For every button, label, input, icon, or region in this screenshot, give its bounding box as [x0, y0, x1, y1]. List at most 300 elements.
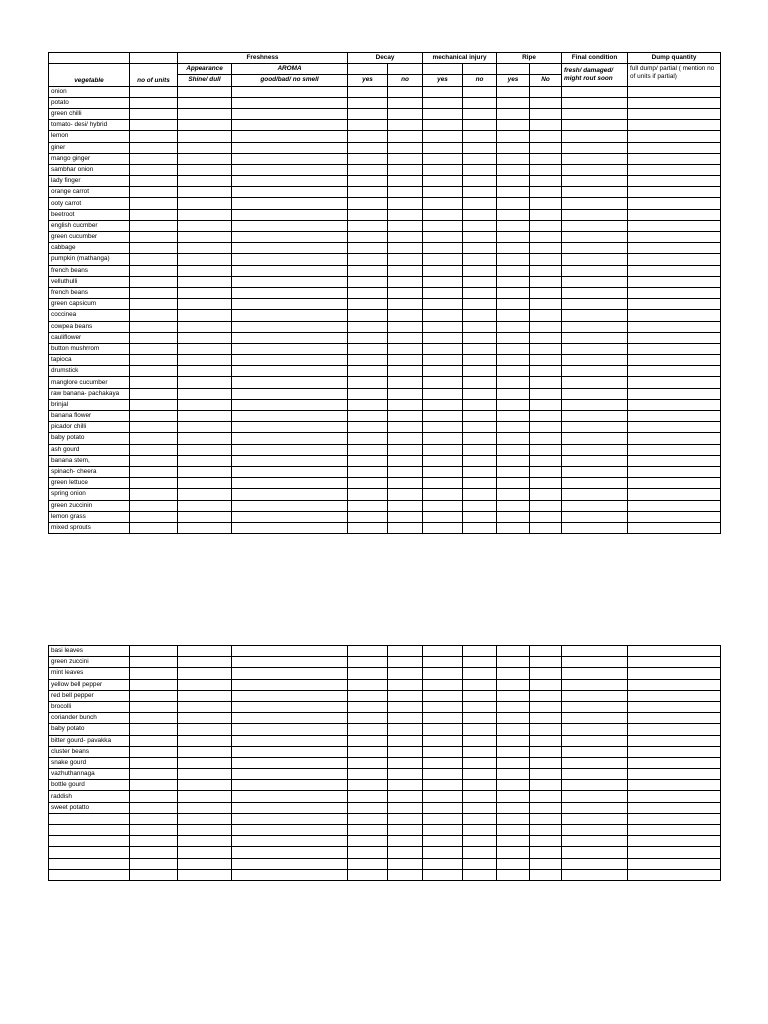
entry-cell[interactable]: [178, 433, 232, 444]
entry-cell[interactable]: [497, 433, 530, 444]
entry-cell[interactable]: [628, 455, 721, 466]
entry-cell[interactable]: [628, 97, 721, 108]
entry-cell[interactable]: [530, 399, 562, 410]
entry-cell[interactable]: [530, 411, 562, 422]
entry-cell[interactable]: [130, 701, 178, 712]
entry-cell[interactable]: [530, 299, 562, 310]
entry-cell[interactable]: [130, 299, 178, 310]
entry-cell[interactable]: [628, 466, 721, 477]
entry-cell[interactable]: [463, 220, 497, 231]
entry-cell[interactable]: [497, 813, 530, 824]
entry-cell[interactable]: [178, 780, 232, 791]
entry-cell[interactable]: [130, 232, 178, 243]
entry-cell[interactable]: [388, 254, 423, 265]
entry-cell[interactable]: [497, 735, 530, 746]
entry-cell[interactable]: [628, 232, 721, 243]
entry-cell[interactable]: [178, 791, 232, 802]
entry-cell[interactable]: [348, 164, 388, 175]
entry-cell[interactable]: [178, 108, 232, 119]
entry-cell[interactable]: [388, 500, 423, 511]
entry-cell[interactable]: [530, 478, 562, 489]
entry-cell[interactable]: [628, 176, 721, 187]
entry-cell[interactable]: [628, 791, 721, 802]
entry-cell[interactable]: [423, 791, 463, 802]
entry-cell[interactable]: [178, 735, 232, 746]
entry-cell[interactable]: [530, 724, 562, 735]
entry-cell[interactable]: [423, 836, 463, 847]
entry-cell[interactable]: [530, 646, 562, 657]
entry-cell[interactable]: [423, 690, 463, 701]
entry-cell[interactable]: [130, 209, 178, 220]
entry-cell[interactable]: [562, 142, 628, 153]
entry-cell[interactable]: [423, 243, 463, 254]
entry-cell[interactable]: [530, 836, 562, 847]
entry-cell[interactable]: [628, 646, 721, 657]
entry-cell[interactable]: [497, 388, 530, 399]
entry-cell[interactable]: [562, 780, 628, 791]
entry-cell[interactable]: [562, 746, 628, 757]
entry-cell[interactable]: [388, 153, 423, 164]
entry-cell[interactable]: [628, 299, 721, 310]
entry-cell[interactable]: [463, 825, 497, 836]
entry-cell[interactable]: [130, 411, 178, 422]
entry-cell[interactable]: [463, 232, 497, 243]
entry-cell[interactable]: [530, 500, 562, 511]
entry-cell[interactable]: [348, 668, 388, 679]
entry-cell[interactable]: [497, 187, 530, 198]
entry-cell[interactable]: [628, 198, 721, 209]
entry-cell[interactable]: [130, 310, 178, 321]
entry-cell[interactable]: [178, 232, 232, 243]
entry-cell[interactable]: [423, 276, 463, 287]
entry-cell[interactable]: [178, 836, 232, 847]
entry-cell[interactable]: [628, 769, 721, 780]
entry-cell[interactable]: [530, 265, 562, 276]
entry-cell[interactable]: [562, 176, 628, 187]
entry-cell[interactable]: [423, 489, 463, 500]
entry-cell[interactable]: [178, 668, 232, 679]
entry-cell[interactable]: [530, 422, 562, 433]
entry-cell[interactable]: [497, 489, 530, 500]
entry-cell[interactable]: [530, 243, 562, 254]
entry-cell[interactable]: [232, 455, 348, 466]
entry-cell[interactable]: [232, 657, 348, 668]
entry-cell[interactable]: [562, 869, 628, 880]
entry-cell[interactable]: [178, 321, 232, 332]
entry-cell[interactable]: [388, 366, 423, 377]
entry-cell[interactable]: [497, 746, 530, 757]
entry-cell[interactable]: [530, 802, 562, 813]
entry-cell[interactable]: [348, 287, 388, 298]
entry-cell[interactable]: [530, 321, 562, 332]
entry-cell[interactable]: [497, 321, 530, 332]
entry-cell[interactable]: [388, 746, 423, 757]
entry-cell[interactable]: [530, 176, 562, 187]
entry-cell[interactable]: [497, 780, 530, 791]
entry-cell[interactable]: [423, 120, 463, 131]
entry-cell[interactable]: [423, 198, 463, 209]
entry-cell[interactable]: [497, 847, 530, 858]
entry-cell[interactable]: [348, 220, 388, 231]
entry-cell[interactable]: [178, 355, 232, 366]
entry-cell[interactable]: [562, 120, 628, 131]
entry-cell[interactable]: [628, 243, 721, 254]
entry-cell[interactable]: [232, 108, 348, 119]
entry-cell[interactable]: [130, 422, 178, 433]
entry-cell[interactable]: [530, 668, 562, 679]
entry-cell[interactable]: [388, 299, 423, 310]
entry-cell[interactable]: [348, 522, 388, 533]
entry-cell[interactable]: [232, 321, 348, 332]
entry-cell[interactable]: [232, 690, 348, 701]
entry-cell[interactable]: [497, 176, 530, 187]
entry-cell[interactable]: [562, 164, 628, 175]
entry-cell[interactable]: [628, 131, 721, 142]
entry-cell[interactable]: [423, 209, 463, 220]
entry-cell[interactable]: [562, 522, 628, 533]
entry-cell[interactable]: [628, 825, 721, 836]
entry-cell[interactable]: [130, 131, 178, 142]
entry-cell[interactable]: [178, 746, 232, 757]
entry-cell[interactable]: [562, 377, 628, 388]
entry-cell[interactable]: [628, 343, 721, 354]
entry-cell[interactable]: [388, 478, 423, 489]
entry-cell[interactable]: [130, 813, 178, 824]
entry-cell[interactable]: [562, 735, 628, 746]
entry-cell[interactable]: [348, 858, 388, 869]
entry-cell[interactable]: [130, 243, 178, 254]
entry-cell[interactable]: [628, 276, 721, 287]
entry-cell[interactable]: [463, 444, 497, 455]
entry-cell[interactable]: [232, 433, 348, 444]
entry-cell[interactable]: [628, 355, 721, 366]
entry-cell[interactable]: [423, 108, 463, 119]
entry-cell[interactable]: [388, 433, 423, 444]
entry-cell[interactable]: [463, 187, 497, 198]
entry-cell[interactable]: [423, 478, 463, 489]
entry-cell[interactable]: [423, 366, 463, 377]
entry-cell[interactable]: [530, 746, 562, 757]
entry-cell[interactable]: [130, 668, 178, 679]
entry-cell[interactable]: [348, 108, 388, 119]
entry-cell[interactable]: [423, 332, 463, 343]
entry-cell[interactable]: [562, 131, 628, 142]
entry-cell[interactable]: [562, 366, 628, 377]
entry-cell[interactable]: [388, 377, 423, 388]
entry-cell[interactable]: [178, 757, 232, 768]
entry-cell[interactable]: [232, 310, 348, 321]
entry-cell[interactable]: [463, 287, 497, 298]
entry-cell[interactable]: [178, 131, 232, 142]
entry-cell[interactable]: [423, 780, 463, 791]
entry-cell[interactable]: [628, 847, 721, 858]
entry-cell[interactable]: [497, 657, 530, 668]
entry-cell[interactable]: [463, 321, 497, 332]
entry-cell[interactable]: [530, 713, 562, 724]
entry-cell[interactable]: [388, 343, 423, 354]
entry-cell[interactable]: [232, 411, 348, 422]
entry-cell[interactable]: [232, 399, 348, 410]
entry-cell[interactable]: [348, 466, 388, 477]
entry-cell[interactable]: [463, 310, 497, 321]
entry-cell[interactable]: [388, 187, 423, 198]
entry-cell[interactable]: [232, 153, 348, 164]
entry-cell[interactable]: [497, 299, 530, 310]
entry-cell[interactable]: [178, 478, 232, 489]
entry-cell[interactable]: [628, 746, 721, 757]
entry-cell[interactable]: [178, 411, 232, 422]
entry-cell[interactable]: [628, 657, 721, 668]
entry-cell[interactable]: [463, 735, 497, 746]
entry-cell[interactable]: [423, 153, 463, 164]
entry-cell[interactable]: [388, 869, 423, 880]
entry-cell[interactable]: [178, 713, 232, 724]
entry-cell[interactable]: [130, 355, 178, 366]
entry-cell[interactable]: [423, 858, 463, 869]
entry-cell[interactable]: [530, 433, 562, 444]
entry-cell[interactable]: [628, 142, 721, 153]
entry-cell[interactable]: [423, 713, 463, 724]
entry-cell[interactable]: [130, 869, 178, 880]
entry-cell[interactable]: [130, 377, 178, 388]
entry-cell[interactable]: [530, 332, 562, 343]
entry-cell[interactable]: [497, 209, 530, 220]
entry-cell[interactable]: [497, 668, 530, 679]
entry-cell[interactable]: [388, 646, 423, 657]
entry-cell[interactable]: [628, 724, 721, 735]
entry-cell[interactable]: [530, 310, 562, 321]
entry-cell[interactable]: [423, 388, 463, 399]
entry-cell[interactable]: [497, 332, 530, 343]
entry-cell[interactable]: [178, 187, 232, 198]
entry-cell[interactable]: [423, 869, 463, 880]
entry-cell[interactable]: [178, 97, 232, 108]
entry-cell[interactable]: [388, 310, 423, 321]
entry-cell[interactable]: [232, 220, 348, 231]
entry-cell[interactable]: [348, 701, 388, 712]
entry-cell[interactable]: [530, 377, 562, 388]
entry-cell[interactable]: [130, 254, 178, 265]
entry-cell[interactable]: [348, 511, 388, 522]
entry-cell[interactable]: [562, 690, 628, 701]
entry-cell[interactable]: [348, 411, 388, 422]
entry-cell[interactable]: [178, 198, 232, 209]
entry-cell[interactable]: [562, 411, 628, 422]
entry-cell[interactable]: [463, 254, 497, 265]
entry-cell[interactable]: [130, 153, 178, 164]
entry-cell[interactable]: [388, 455, 423, 466]
entry-cell[interactable]: [232, 332, 348, 343]
entry-cell[interactable]: [348, 343, 388, 354]
entry-cell[interactable]: [232, 847, 348, 858]
entry-cell[interactable]: [463, 869, 497, 880]
entry-cell[interactable]: [130, 757, 178, 768]
entry-cell[interactable]: [562, 836, 628, 847]
entry-cell[interactable]: [628, 489, 721, 500]
entry-cell[interactable]: [232, 86, 348, 97]
entry-cell[interactable]: [463, 209, 497, 220]
entry-cell[interactable]: [562, 343, 628, 354]
entry-cell[interactable]: [463, 813, 497, 824]
entry-cell[interactable]: [232, 299, 348, 310]
entry-cell[interactable]: [497, 411, 530, 422]
entry-cell[interactable]: [463, 668, 497, 679]
entry-cell[interactable]: [348, 310, 388, 321]
entry-cell[interactable]: [562, 399, 628, 410]
entry-cell[interactable]: [232, 836, 348, 847]
entry-cell[interactable]: [423, 232, 463, 243]
entry-cell[interactable]: [562, 444, 628, 455]
entry-cell[interactable]: [348, 321, 388, 332]
entry-cell[interactable]: [562, 299, 628, 310]
entry-cell[interactable]: [530, 858, 562, 869]
entry-cell[interactable]: [348, 332, 388, 343]
entry-cell[interactable]: [348, 120, 388, 131]
entry-cell[interactable]: [423, 299, 463, 310]
entry-cell[interactable]: [530, 86, 562, 97]
entry-cell[interactable]: [348, 791, 388, 802]
entry-cell[interactable]: [232, 679, 348, 690]
entry-cell[interactable]: [130, 780, 178, 791]
entry-cell[interactable]: [232, 802, 348, 813]
entry-cell[interactable]: [562, 802, 628, 813]
entry-cell[interactable]: [423, 724, 463, 735]
entry-cell[interactable]: [130, 164, 178, 175]
entry-cell[interactable]: [423, 399, 463, 410]
entry-cell[interactable]: [463, 791, 497, 802]
entry-cell[interactable]: [628, 377, 721, 388]
entry-cell[interactable]: [562, 511, 628, 522]
entry-cell[interactable]: [232, 769, 348, 780]
entry-cell[interactable]: [423, 411, 463, 422]
entry-cell[interactable]: [388, 287, 423, 298]
entry-cell[interactable]: [562, 724, 628, 735]
entry-cell[interactable]: [178, 701, 232, 712]
entry-cell[interactable]: [348, 825, 388, 836]
entry-cell[interactable]: [463, 355, 497, 366]
entry-cell[interactable]: [530, 444, 562, 455]
entry-cell[interactable]: [348, 757, 388, 768]
entry-cell[interactable]: [530, 131, 562, 142]
entry-cell[interactable]: [562, 791, 628, 802]
entry-cell[interactable]: [178, 86, 232, 97]
entry-cell[interactable]: [497, 164, 530, 175]
entry-cell[interactable]: [463, 847, 497, 858]
entry-cell[interactable]: [497, 444, 530, 455]
entry-cell[interactable]: [463, 713, 497, 724]
entry-cell[interactable]: [388, 388, 423, 399]
entry-cell[interactable]: [497, 690, 530, 701]
entry-cell[interactable]: [463, 836, 497, 847]
entry-cell[interactable]: [388, 825, 423, 836]
entry-cell[interactable]: [497, 343, 530, 354]
entry-cell[interactable]: [178, 287, 232, 298]
entry-cell[interactable]: [178, 511, 232, 522]
entry-cell[interactable]: [423, 287, 463, 298]
entry-cell[interactable]: [178, 254, 232, 265]
entry-cell[interactable]: [562, 287, 628, 298]
entry-cell[interactable]: [423, 455, 463, 466]
entry-cell[interactable]: [530, 343, 562, 354]
entry-cell[interactable]: [562, 198, 628, 209]
entry-cell[interactable]: [562, 646, 628, 657]
entry-cell[interactable]: [562, 478, 628, 489]
entry-cell[interactable]: [232, 198, 348, 209]
entry-cell[interactable]: [423, 131, 463, 142]
entry-cell[interactable]: [562, 701, 628, 712]
entry-cell[interactable]: [388, 355, 423, 366]
entry-cell[interactable]: [423, 825, 463, 836]
entry-cell[interactable]: [497, 500, 530, 511]
entry-cell[interactable]: [130, 120, 178, 131]
entry-cell[interactable]: [348, 142, 388, 153]
entry-cell[interactable]: [348, 455, 388, 466]
entry-cell[interactable]: [530, 466, 562, 477]
entry-cell[interactable]: [463, 176, 497, 187]
entry-cell[interactable]: [130, 265, 178, 276]
entry-cell[interactable]: [628, 153, 721, 164]
entry-cell[interactable]: [463, 657, 497, 668]
entry-cell[interactable]: [232, 522, 348, 533]
entry-cell[interactable]: [423, 86, 463, 97]
entry-cell[interactable]: [562, 388, 628, 399]
entry-cell[interactable]: [388, 276, 423, 287]
entry-cell[interactable]: [530, 254, 562, 265]
entry-cell[interactable]: [562, 321, 628, 332]
entry-cell[interactable]: [232, 757, 348, 768]
entry-cell[interactable]: [388, 858, 423, 869]
entry-cell[interactable]: [423, 254, 463, 265]
entry-cell[interactable]: [130, 321, 178, 332]
entry-cell[interactable]: [232, 254, 348, 265]
entry-cell[interactable]: [348, 444, 388, 455]
entry-cell[interactable]: [423, 746, 463, 757]
entry-cell[interactable]: [463, 701, 497, 712]
entry-cell[interactable]: [348, 355, 388, 366]
entry-cell[interactable]: [348, 836, 388, 847]
entry-cell[interactable]: [530, 455, 562, 466]
entry-cell[interactable]: [388, 724, 423, 735]
entry-cell[interactable]: [232, 701, 348, 712]
entry-cell[interactable]: [348, 243, 388, 254]
entry-cell[interactable]: [463, 243, 497, 254]
entry-cell[interactable]: [348, 399, 388, 410]
entry-cell[interactable]: [232, 858, 348, 869]
entry-cell[interactable]: [463, 522, 497, 533]
entry-cell[interactable]: [562, 276, 628, 287]
entry-cell[interactable]: [423, 701, 463, 712]
entry-cell[interactable]: [497, 276, 530, 287]
entry-cell[interactable]: [348, 377, 388, 388]
entry-cell[interactable]: [130, 802, 178, 813]
entry-cell[interactable]: [348, 724, 388, 735]
entry-cell[interactable]: [423, 769, 463, 780]
entry-cell[interactable]: [388, 97, 423, 108]
entry-cell[interactable]: [178, 869, 232, 880]
entry-cell[interactable]: [628, 287, 721, 298]
entry-cell[interactable]: [497, 366, 530, 377]
entry-cell[interactable]: [178, 825, 232, 836]
entry-cell[interactable]: [388, 668, 423, 679]
entry-cell[interactable]: [423, 265, 463, 276]
entry-cell[interactable]: [388, 466, 423, 477]
entry-cell[interactable]: [348, 869, 388, 880]
entry-cell[interactable]: [388, 120, 423, 131]
entry-cell[interactable]: [348, 131, 388, 142]
entry-cell[interactable]: [497, 310, 530, 321]
entry-cell[interactable]: [562, 86, 628, 97]
entry-cell[interactable]: [530, 489, 562, 500]
